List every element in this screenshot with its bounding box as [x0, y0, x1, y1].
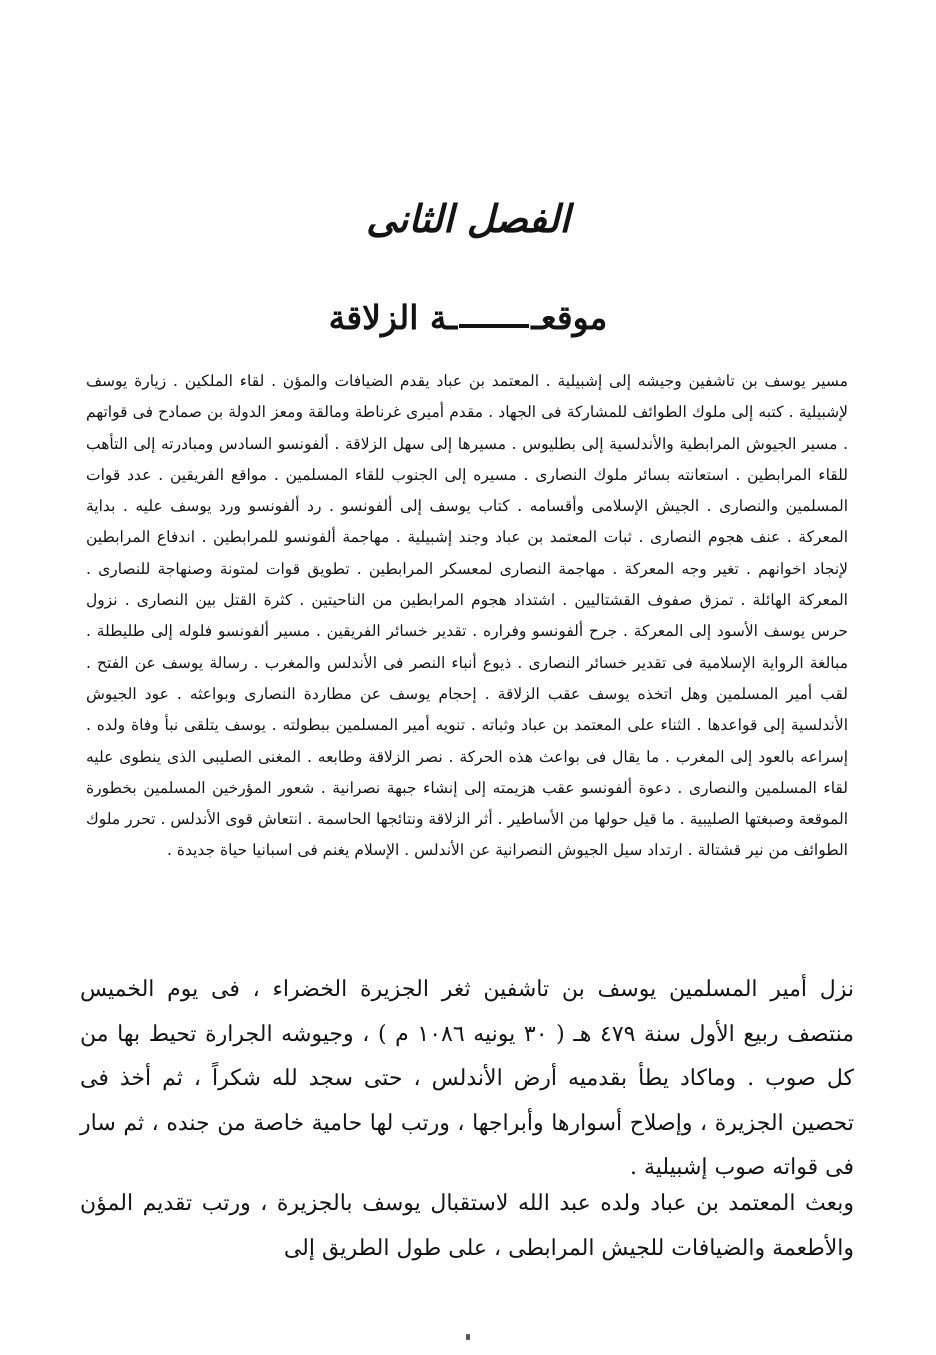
title-kashida-stroke: [459, 324, 529, 328]
chapter-heading: الفصل الثانى: [366, 196, 570, 241]
body-paragraph-1: نزل أمير المسلمين يوسف بن تاشفين ثغر الجزيرة الخضراء ، فى يوم الخميس منتصف ربيع الأول سنة ٤٧٩ هـ ( ٣٠ يونيه ١٠٨٦ م ) ، وجيوشه الجرارة تحيط بها من كل صوب . وماكاد يطأ بقدميه أرض الأندلس ، حتى سجد لله شكراً ، ثم أخذ فى تحصين الجزيرة ، وإصلاح أسوارها وأبراجها ، ورتب لها حامية خاصة من جنده ، ثم سار فى قواته صوب إشبيلية .: [80, 977, 855, 1180]
chapter-title-part-2: ـة الزلاقة: [328, 298, 458, 337]
chapter-summary: مسير يوسف بن تاشفين وجيشه إلى إشبيلية . المعتمد بن عباد يقدم الضيافات والمؤن . لقاء الملكين . زيارة يوسف لإشبيلية . كتبه إلى ملوك الطوائف للمشاركة فى الجهاد . مقدم أميرى غرناطة ومالقة ومعز الدولة بن صمادح فى قواتهم . مسير الجيوش المرابطية والأندلسية إلى بطليوس . مسيرها إلى سهل الزلاقة . ألفونسو السادس ومبادرته إلى التأهب للقاء المرابطين . استعانته بسائر ملوك النصارى . مسيره إلى الجنوب للقاء المسلمين . مواقع الفريقين . عدد قوات المسلمين والنصارى . الجيش الإسلامى وأقسامه . كتاب يوسف إلى ألفونسو . رد ألفونسو ورد يوسف عليه . بداية المعركة . عنف هجوم النصارى . ثبات المعتمد بن عباد وجند إشبيلية . مهاجمة ألفونسو للمرابطين . اندفاع المرابطين لإنجاد اخوانهم . تغير وجه المعركة . مهاجمة النصارى لمعسكر المرابطين . تطويق قوات لمتونة وصنهاجة للنصارى . المعركة الهائلة . تمزق صفوف القشتاليين . اشتداد هجوم المرابطين من الناحيتين . كثرة القتل بين النصارى . نزول حرس يوسف الأسود إلى المعركة . جرح ألفونسو وفراره . تقدير خسائر الفريقين . مسير ألفونسو فلوله إلى طليطلة . مبالغة الرواية الإسلامية فى تقدير خسائر النصارى . ذيوع أنباء النصر فى الأندلس والمغرب . رسالة يوسف عن الفتح . لقب أمير المسلمين وهل اتخذه يوسف عقب الزلاقة . إحجام يوسف عن مطاردة النصارى وبواعثه . عود الجيوش الأندلسية إلى قواعدها . الثناء على المعتمد بن عباد وثباته . تنويه أمير المسلمين ببطولته . يوسف يتلقى نبأ وفاة ولده . إسراعه بالعود إلى المغرب . ما يقال فى بواعث هذه الحركة . نصر الزلاقة وطابعه . المغنى الصليبى الذى ينطوى عليه لقاء المسلمين والنصارى . دعوة ألفونسو عقب هزيمته إلى إنشاء جبهة نصرانية . شعور المؤرخين المسلمين بخطورة الموقعة وصبغتها الصليبية . ما قيل حولها من الأساطير . أثر الزلاقة ونتائجها الحاسمة . انتعاش قوى الأندلس . تحرر ملوك الطوائف من نير قشتالة . ارتداد سيل الجيوش النصرانية عن الأندلس . الإسلام يغنم فى اسبانيا حياة جديدة .: [86, 372, 848, 860]
page-footer-mark: [466, 1334, 470, 1340]
chapter-title: [0, 298, 936, 338]
body-paragraph-2: وبعث المعتمد بن عباد ولده عبد الله لاستقبال يوسف بالجزيرة ، ورتب تقديم المؤن والأطعمة والضيافات للجيش المرابطى ، على طول الطريق إلى: [80, 1191, 854, 1261]
chapter-title-part-1: موقعـ: [531, 298, 608, 337]
